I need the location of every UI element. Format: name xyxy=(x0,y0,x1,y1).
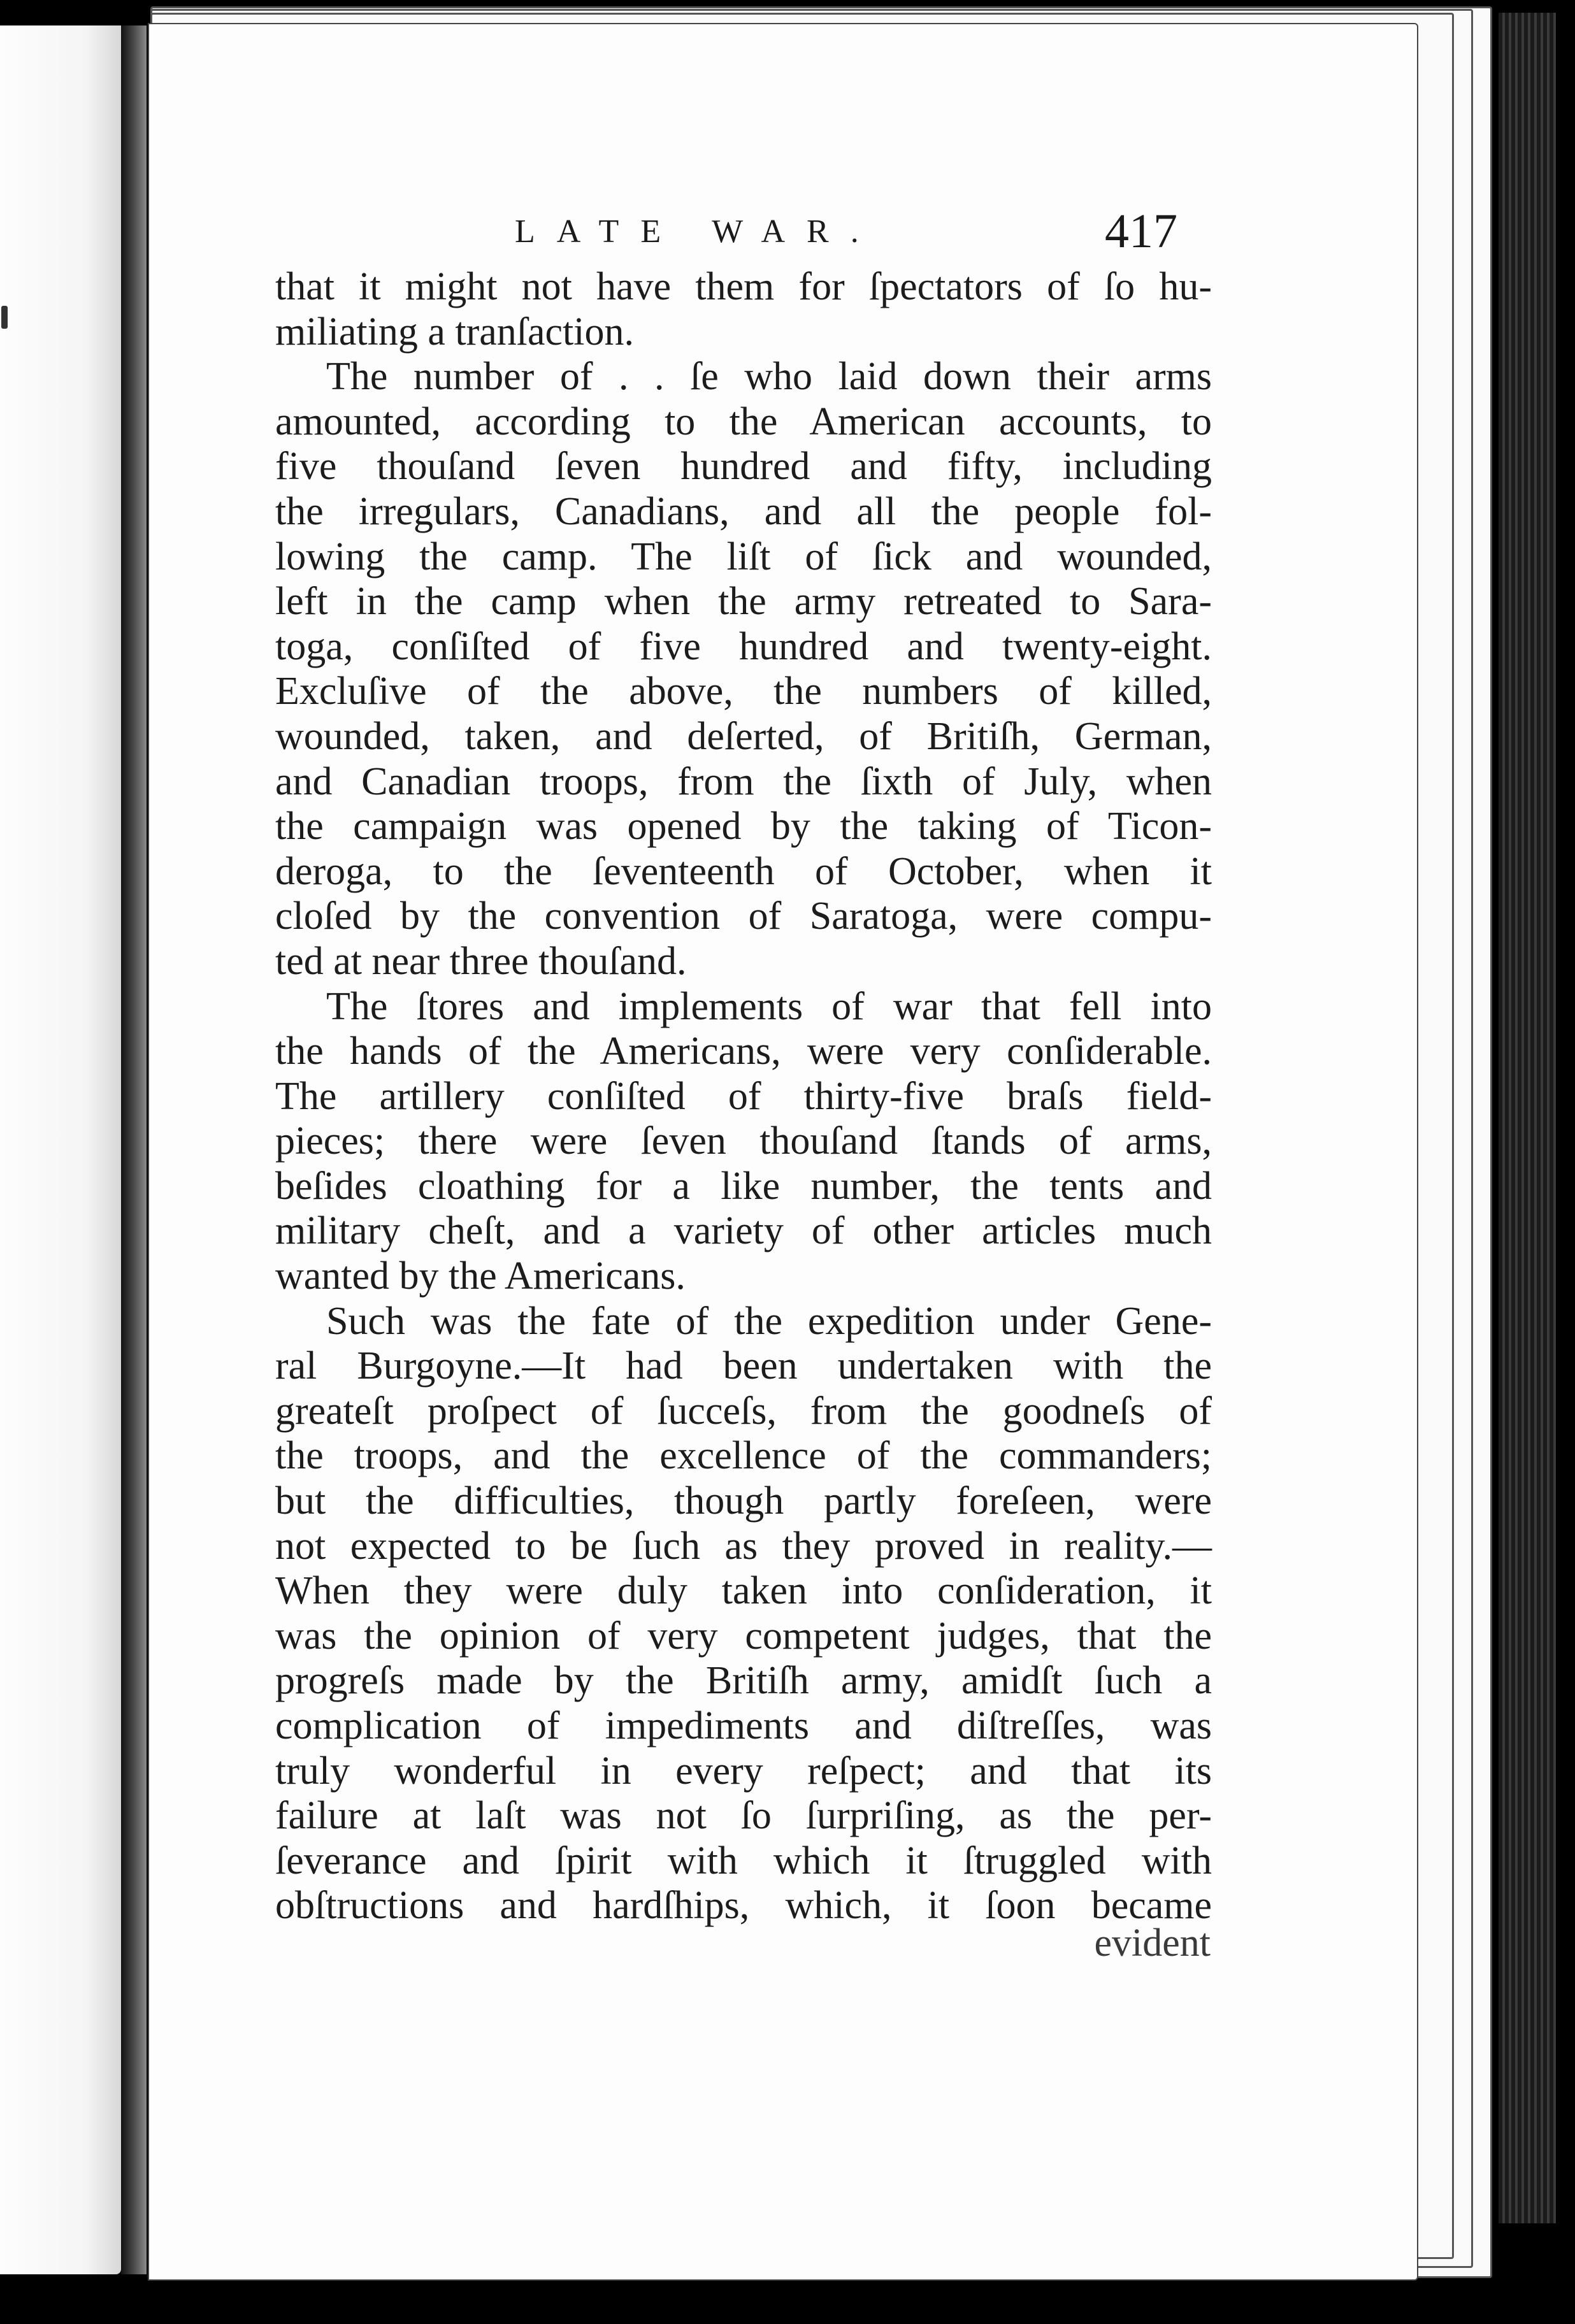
text-line: the campaign was opened by the taking of Ticon- xyxy=(275,805,1212,849)
text-line: progreſs made by the Britiſh army, amidſt ſuch a xyxy=(275,1659,1212,1703)
text-line: pieces; there were ſeven thouſand ſtands of arms, xyxy=(275,1119,1212,1163)
text-line: greateſt proſpect of ſucceſs, from the goodneſs of xyxy=(275,1389,1212,1433)
text-line: and Canadian troops, from the ſixth of July, when xyxy=(275,759,1212,803)
text-line: that it might not have them for ſpectators of ſo hu- xyxy=(275,265,1212,308)
text-line: truly wonderful in every reſpect; and that its xyxy=(275,1749,1212,1793)
text-line: ted at near three thouſand. xyxy=(275,939,687,983)
text-line: complication of impediments and diſtreſſes, was xyxy=(275,1704,1212,1747)
text-line: the irregulars, Canadians, and all the people fol- xyxy=(275,489,1212,533)
text-line: The artillery conſiſted of thirty-five braſs field- xyxy=(275,1074,1212,1118)
text-line: the hands of the Americans, were very conſiderable. xyxy=(275,1029,1212,1073)
text-line: Excluſive of the above, the numbers of killed, xyxy=(275,670,1212,714)
text-line: deroga, to the ſeventeenth of October, when it xyxy=(275,849,1212,893)
text-line: the troops, and the excellence of the commanders; xyxy=(275,1434,1212,1478)
text-line: cloſed by the convention of Saratoga, were compu- xyxy=(275,894,1212,938)
text-line: five thouſand ſeven hundred and fifty, including xyxy=(275,445,1212,489)
text-line: obſtructions and hardſhips, which, it ſoon became xyxy=(275,1884,1212,1928)
text-line: left in the camp when the army retreated to Sara- xyxy=(275,580,1212,624)
text-line: not expected to be ſuch as they proved in reality.— xyxy=(275,1524,1212,1568)
text-line: failure at laſt was not ſo ſurpriſing, as the per- xyxy=(275,1794,1212,1838)
text-line: beſides cloathing for a like number, the tents and xyxy=(275,1164,1212,1208)
text-line: The number of . . ſe who laid down their arms xyxy=(326,355,1212,399)
text-line: toga, conſiſted of five hundred and twenty-eight. xyxy=(275,624,1212,668)
text-line: but the difficulties, though partly foreſeen, were xyxy=(275,1479,1212,1523)
text-line: ſeverance and ſpirit with which it ſtruggled with xyxy=(275,1839,1212,1883)
body-text xyxy=(275,264,1212,1928)
text-line: Such was the fate of the expedition under Gene- xyxy=(326,1299,1212,1343)
book-fore-edge xyxy=(1499,13,1556,2223)
running-title: LATE WAR. xyxy=(515,213,881,250)
text-line: wounded, taken, and deſerted, of Britiſh, German, xyxy=(275,714,1212,758)
text-line: ral Burgoyne.—It had been undertaken with the xyxy=(275,1344,1212,1388)
page-number: 417 xyxy=(1105,204,1177,258)
book-gutter xyxy=(121,25,147,2274)
text-line: amounted, according to the American accounts, to xyxy=(275,399,1212,443)
catchword: evident xyxy=(1094,1921,1211,1965)
running-head xyxy=(515,204,1177,268)
text-line: lowing the camp. The liſt of ſick and wounded, xyxy=(275,534,1212,578)
text-line: When they were duly taken into conſideration, it xyxy=(275,1569,1212,1613)
facing-page-mark xyxy=(1,306,8,329)
text-line: miliating a tranſaction. xyxy=(275,310,634,354)
text-line: was the opinion of very competent judges, that the xyxy=(275,1614,1212,1658)
text-line: wanted by the Americans. xyxy=(275,1254,686,1298)
text-line: The ſtores and implements of war that fell into xyxy=(326,984,1212,1028)
text-line: military cheſt, and a variety of other articles much xyxy=(275,1209,1212,1253)
facing-page-edge xyxy=(0,25,121,2274)
